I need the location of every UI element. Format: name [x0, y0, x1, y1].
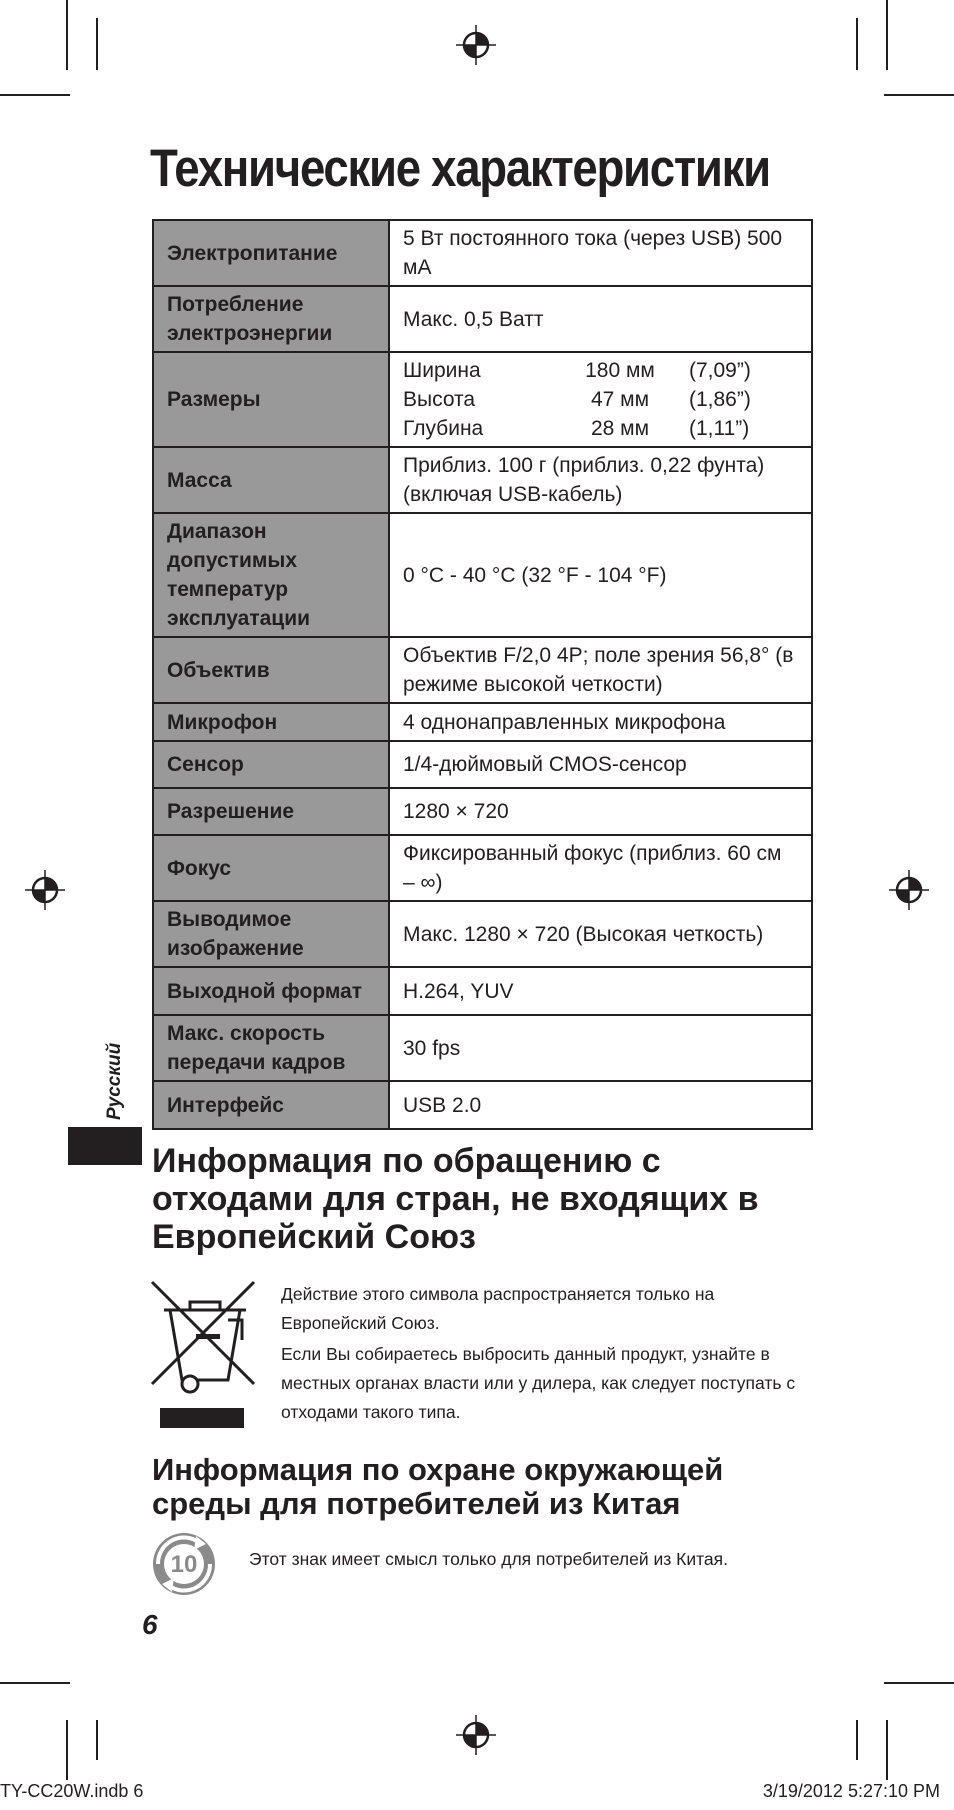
table-row — [153, 967, 812, 1015]
spec-key: Выходной формат — [153, 967, 389, 1015]
spec-key: Микрофон — [153, 703, 389, 741]
badge-number: 10 — [170, 1551, 198, 1578]
spec-value: Макс. 0,5 Ватт — [389, 286, 812, 352]
spec-key: Сенсор — [153, 741, 389, 788]
dim-label: Глубина — [403, 417, 484, 440]
language-tab-marker — [68, 1127, 142, 1165]
spec-key: Разрешение — [153, 788, 389, 835]
spec-value — [389, 352, 812, 447]
china-text: Этот знак имеет смысл только для потребителей из Китая. — [249, 1549, 728, 1569]
table-row — [153, 835, 812, 901]
specs-table — [152, 219, 813, 1130]
spec-value: Фиксированный фокус (приблиз. 60 см – ∞) — [389, 835, 812, 901]
registration-mark-icon — [456, 1715, 496, 1755]
spec-value: Приблиз. 100 г (приблиз. 0,22 фунта) (включая USB-кабель) — [389, 447, 812, 513]
language-side-label: Русский — [104, 1042, 125, 1120]
crop-mark — [66, 0, 68, 70]
table-row — [153, 220, 812, 286]
crop-mark — [886, 1720, 888, 1780]
spec-value: 30 fps — [389, 1015, 812, 1081]
table-row — [153, 1015, 812, 1081]
spec-key: Диапазон допустимых температур эксплуатации — [153, 513, 389, 637]
crop-mark — [886, 0, 888, 70]
dim-mm: 28 мм — [590, 417, 650, 440]
dim-label: Ширина — [403, 359, 481, 382]
dimensions-grid — [403, 356, 798, 443]
spec-value: Объектив F/2,0 4P; поле зрения 56,8° (в режиме высокой четкости) — [389, 637, 812, 703]
spec-value: 1/4-дюймовый CMOS-сенсор — [389, 741, 812, 788]
spec-value: H.264, YUV — [389, 967, 812, 1015]
table-row — [153, 1081, 812, 1129]
spec-value: 4 однонаправленных микрофона — [389, 703, 812, 741]
crop-mark — [856, 18, 858, 70]
spec-key: Интерфейс — [153, 1081, 389, 1129]
table-row — [153, 513, 812, 637]
spec-key: Выводимое изображение — [153, 901, 389, 967]
spec-key: Объектив — [153, 637, 389, 703]
table-row — [153, 286, 812, 352]
dim-inch: (1,86”) — [689, 388, 751, 411]
crop-mark — [0, 94, 70, 96]
spec-key: Масса — [153, 447, 389, 513]
table-row — [153, 741, 812, 788]
china-info-heading: Информация по охране окружающей среды для потребителей из Китая — [152, 1452, 724, 1521]
crop-mark — [856, 1720, 858, 1760]
table-row — [153, 352, 812, 447]
page-number: 6 — [142, 1609, 158, 1640]
spec-value: 0 °C - 40 °C (32 °F - 104 °F) — [389, 513, 812, 637]
crossed-out-wheelie-bin-icon — [150, 1280, 256, 1432]
spec-key: Размеры — [153, 352, 389, 447]
dim-label: Высота — [403, 388, 476, 411]
table-row — [153, 703, 812, 741]
crop-mark — [96, 1720, 98, 1760]
waste-paragraph-1: Действие этого символа распространяется только на Европейский Союз. — [281, 1284, 715, 1333]
waste-paragraph-2: Если Вы собираетесь выбросить данный продукт, узнайте в местных органах власти или у дилера, как следует поступать с отходами такого типа. — [281, 1344, 796, 1422]
crop-mark — [96, 18, 98, 70]
table-row — [153, 447, 812, 513]
crop-mark — [0, 1682, 70, 1684]
environment-protection-period-icon — [152, 1532, 216, 1596]
crop-mark — [66, 1720, 68, 1780]
crop-mark — [884, 1682, 954, 1684]
dim-mm: 180 мм — [585, 359, 655, 382]
spec-key: Макс. скорость передачи кадров — [153, 1015, 389, 1081]
table-row — [153, 637, 812, 703]
table-row — [153, 901, 812, 967]
dim-mm: 47 мм — [590, 388, 650, 411]
spec-value: Макс. 1280 × 720 (Высокая четкость) — [389, 901, 812, 967]
spec-value: 5 Вт постоянного тока (через USB) 500 мА — [389, 220, 812, 286]
spec-key: Электропитание — [153, 220, 389, 286]
registration-mark-icon — [25, 870, 65, 910]
footer-file-info: TY-CC20W.indb 6 — [0, 1781, 144, 1801]
footer-timestamp: 3/19/2012 5:27:10 PM — [762, 1781, 940, 1801]
dim-inch: (7,09”) — [689, 359, 751, 382]
spec-value: 1280 × 720 — [389, 788, 812, 835]
spec-value: USB 2.0 — [389, 1081, 812, 1129]
crop-mark — [884, 94, 954, 96]
table-row — [153, 788, 812, 835]
spec-key: Фокус — [153, 835, 389, 901]
page-title: Технические характеристики — [150, 139, 770, 198]
waste-info-heading: Информация по обращению с отходами для стран, не входящих в Европейский Союз — [152, 1142, 759, 1256]
registration-mark-icon — [456, 25, 496, 65]
spec-key: Потребление электроэнергии — [153, 286, 389, 352]
registration-mark-icon — [889, 870, 929, 910]
dim-inch: (1,11”) — [689, 417, 750, 440]
